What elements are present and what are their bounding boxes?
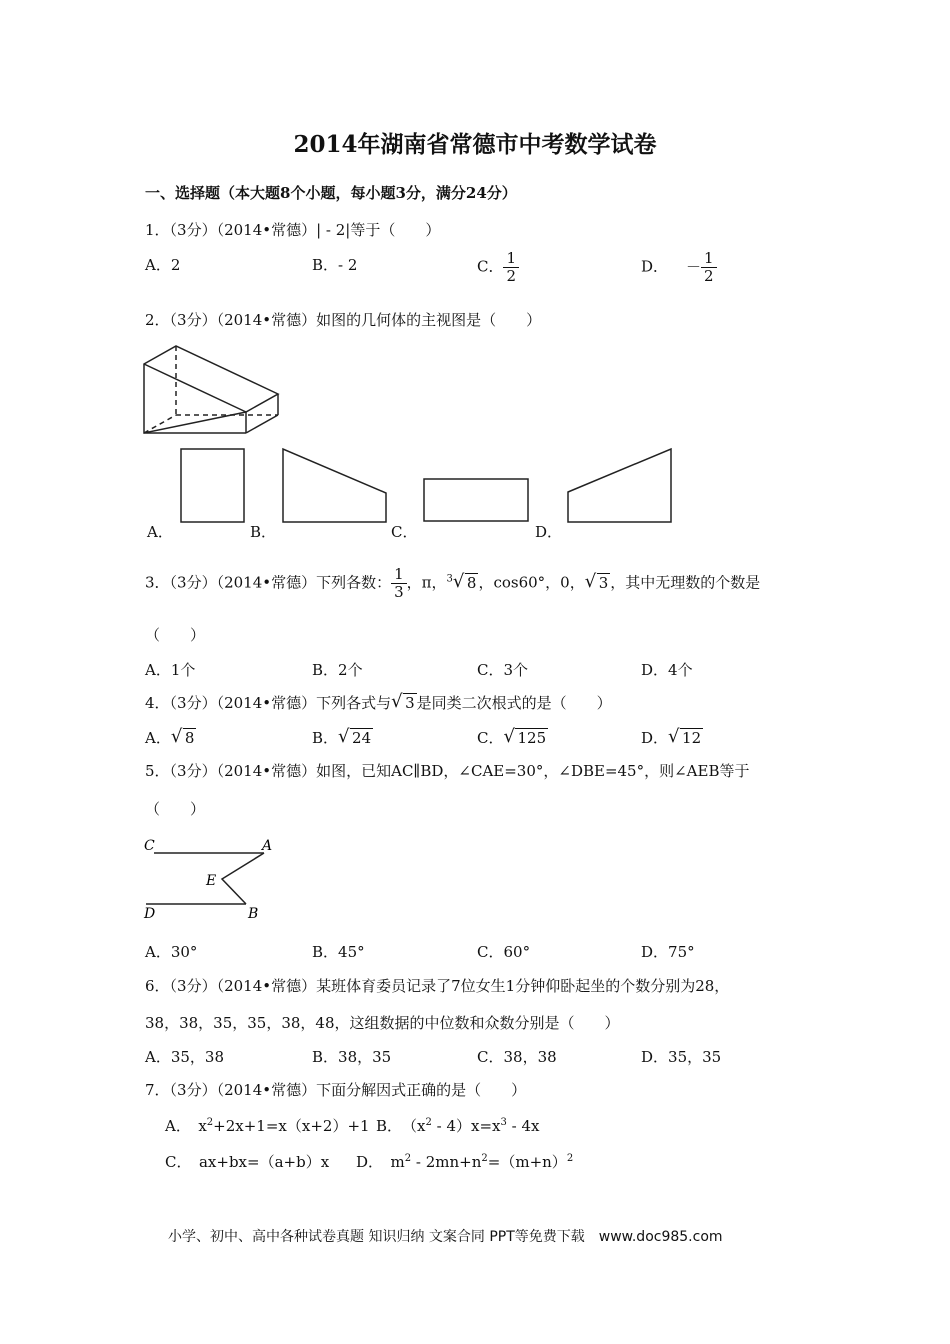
q1-option-b: B．- 2 (312, 256, 358, 274)
q2-option-d: D． (535, 523, 563, 541)
q1-option-a: A．2 (145, 256, 181, 274)
point-label-e: E (206, 873, 217, 889)
q7-option-a: A． $x^2+2x+1=x(x+2)+1$ (165, 1117, 370, 1135)
q3-option-d: D．4个 (641, 661, 693, 679)
footer-text: 小学、初中、高中各种试卷真题 知识归纳 文案合同 PPT等免费下载 www.doc985.com (168, 1229, 723, 1245)
parallel-lines-figure (140, 832, 290, 924)
q6-option-c: C．38，38 (477, 1048, 557, 1066)
q2-option-a: A． (147, 523, 173, 541)
q5-option-a: A．30° (145, 943, 198, 961)
square-root: √ 12 (668, 726, 702, 747)
square-root: √ 3 (391, 691, 415, 712)
q2-option-b: B． (250, 523, 277, 541)
q6-option-b: B．38，35 (312, 1048, 392, 1066)
question-6-stem: 6．（3分）（2014•常德）某班体育委员记录了7位女生1分钟仰卧起坐的个数分别为28， (145, 977, 730, 995)
q3-option-b: B．2个 (312, 661, 363, 679)
q7-option-c: C． ax+bx=（a+b）x (165, 1153, 330, 1171)
q3-option-c: C．3个 (477, 661, 529, 679)
point-label-a: A (262, 838, 273, 854)
section-heading: 一、选择题（本大题8个小题，每小题3分，满分24分） (145, 184, 517, 202)
solid-figure (140, 342, 280, 437)
view-option-c-rectangle (421, 476, 531, 524)
q2-option-c: C． (391, 523, 418, 541)
q3-option-a: A．1个 (145, 661, 196, 679)
fraction: $\frac{1}{2}$ (503, 250, 519, 285)
question-4-stem: 4．（3分）（2014•常德）下列各式与 √ 3 是同类二次根式的是（ ） (145, 691, 612, 712)
q6-option-d: D．35，35 (641, 1048, 722, 1066)
square-root: √ 125 (503, 726, 547, 747)
q5-option-d: D．75° (641, 943, 695, 961)
view-option-d-trapezoid (565, 447, 675, 525)
question-1-stem: 1．（3分）（2014•常德）| - 2|等于（ ） (145, 221, 441, 239)
q1-option-c: C． $\frac{1}{2}$ (477, 250, 519, 285)
square-root: √ 3 (584, 570, 609, 592)
q5-option-c: C．60° (477, 943, 531, 961)
q4-option-c: C． √ 125 (477, 726, 547, 747)
point-label-c: C (144, 838, 155, 854)
point-label-d: D (144, 906, 156, 922)
view-option-a-rectangle (178, 447, 248, 525)
fraction: $\frac{1}{2}$ (701, 250, 717, 285)
question-6-stem-cont: 38，38，35，35，38，48，这组数据的中位数和众数分别是（ ） (145, 1014, 620, 1032)
q7-option-b: B． $(x^2 - 4)x=x^3 - 4x$ (376, 1117, 540, 1135)
q3-paren: （ ） (145, 626, 206, 644)
q5-paren: （ ） (145, 800, 206, 818)
q7-option-d: D． $m^2 - 2mn+n^2=(m+n)^2$ (356, 1153, 574, 1171)
question-5-stem: 5．（3分）（2014•常德）如图，已知AC∥BD，∠CAE=30°，∠DBE=45°，则∠AEB等于 (145, 762, 750, 780)
q1-option-d: D． － $\frac{1}{2}$ (641, 250, 717, 285)
cube-root-index: 3 (446, 573, 453, 585)
page-title: 2014年湖南省常德市中考数学试卷 (293, 131, 657, 158)
q6-option-a: A．35，38 (145, 1048, 225, 1066)
question-7-stem: 7．（3分）（2014•常德）下面分解因式正确的是（ ） (145, 1081, 527, 1099)
question-3-stem: 3．（3分）（2014•常德）下列各数： $\frac{1}{3}$ ，π，$^3$ √ 8 ，cos60°，0， √ 3 ，其中无理数的个数是 (145, 565, 761, 601)
square-root: √ 8 (170, 726, 195, 747)
cube-root: √ 8 (452, 570, 477, 592)
point-label-b: B (248, 906, 259, 922)
q4-option-d: D． √ 12 (641, 726, 702, 747)
view-option-b-trapezoid (280, 447, 390, 525)
question-2-stem: 2．（3分）（2014•常德）如图的几何体的主视图是（ ） (145, 311, 542, 329)
q5-option-b: B．45° (312, 943, 365, 961)
q4-option-b: B． √ 24 (312, 726, 372, 747)
square-root: √ 24 (338, 726, 372, 747)
fraction: $\frac{1}{3}$ (391, 566, 407, 601)
q4-option-a: A． √ 8 (145, 726, 195, 747)
